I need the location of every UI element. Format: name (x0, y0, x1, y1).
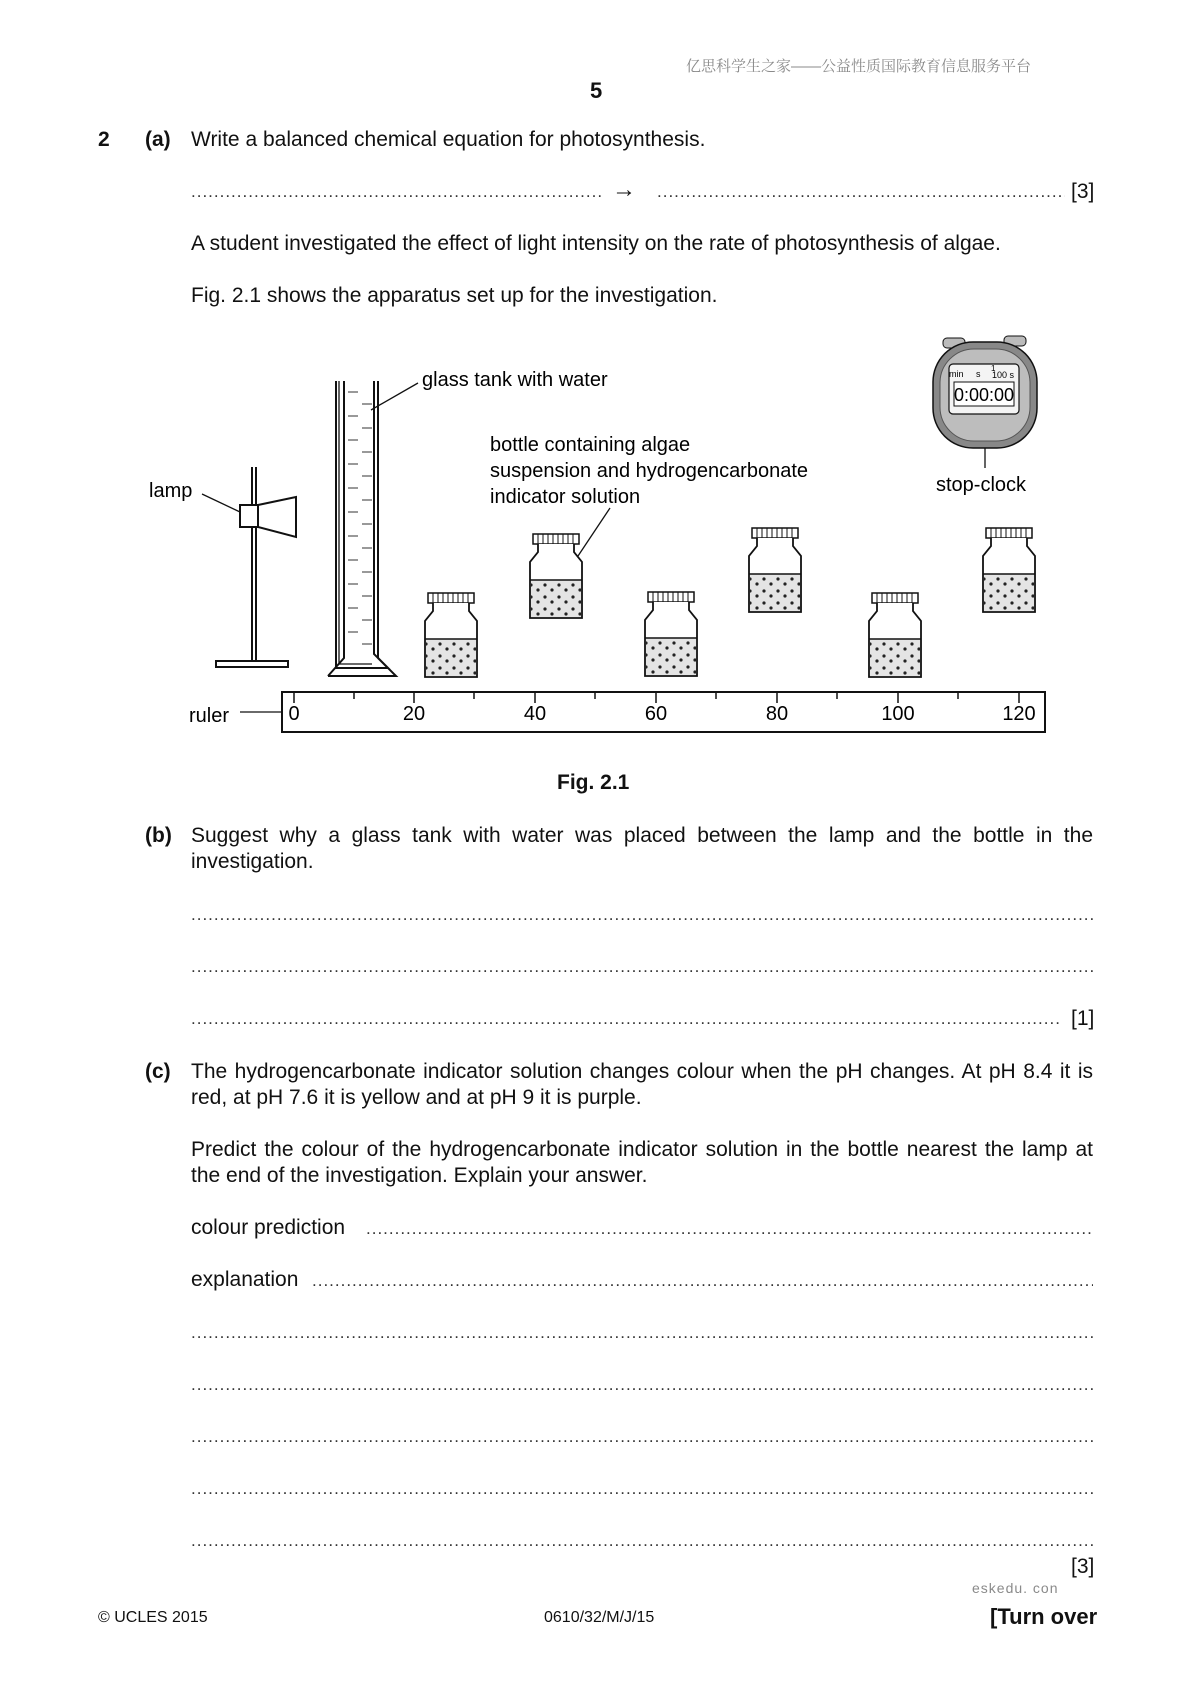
bottle-6 (983, 528, 1035, 612)
part-a-label: (a) (145, 128, 171, 151)
colour-prediction-label: colour prediction (191, 1216, 346, 1239)
label-ruler: ruler (189, 705, 230, 727)
apparatus-figure (0, 0, 1191, 800)
bottle-4 (749, 528, 801, 612)
clock-one-label: 1 (991, 364, 996, 373)
part-c-label: (c) (145, 1060, 171, 1083)
label-lamp: lamp (149, 480, 193, 502)
clock-s-label: s (976, 369, 981, 379)
answer-line-c-1[interactable] (191, 1323, 1093, 1343)
figure-caption: Fig. 2.1 (557, 771, 630, 794)
intro-text-1: A student investigated the effect of light intensity on the rate of photosynthesis of algae. (191, 232, 1001, 255)
bottle-5 (869, 593, 921, 677)
answer-line-b-3[interactable] (191, 1009, 1061, 1029)
glass-tank (328, 381, 418, 676)
page-number: 5 (590, 78, 603, 103)
question-number: 2 (98, 128, 110, 151)
bottle-1 (425, 593, 477, 677)
answer-line-c-2[interactable] (191, 1375, 1093, 1395)
explanation-label: explanation (191, 1268, 299, 1291)
part-b-label: (b) (145, 824, 172, 847)
watermark-bottom: eskedu. con (972, 1580, 1059, 1596)
clock-min-label: min (949, 369, 964, 379)
explanation-input[interactable] (312, 1271, 1093, 1291)
paper-code: 0610/32/M/J/15 (544, 1609, 655, 1626)
turn-over: [Turn over (990, 1604, 1098, 1629)
answer-line-c-4[interactable] (191, 1479, 1093, 1499)
part-c-predict: Predict the colour of the hydrogencarbonate indicator solution in the bottle nearest the lamp at the end of the investigation. Explain your answer. (191, 1138, 1093, 1187)
answer-line-b-2[interactable] (191, 957, 1093, 977)
ruler (240, 692, 1045, 732)
clock-hundredths-label: 100 s (992, 370, 1015, 380)
bottle-3 (645, 592, 697, 676)
equation-arrow: → (612, 176, 636, 203)
ruler-tick-0: 0 (288, 703, 300, 725)
intro-text-2: Fig. 2.1 shows the apparatus set up for the investigation. (191, 284, 718, 307)
answer-line-b-1[interactable] (191, 905, 1093, 925)
ruler-tick-120: 120 (1002, 703, 1036, 725)
part-b-text: Suggest why a glass tank with water was placed between the lamp and the bottle in the investigation. (191, 824, 1093, 873)
part-c-text: The hydrogencarbonate indicator solution changes colour when the pH changes. At pH 8.4 it is red, at pH 7.6 it is yellow and at pH 9 it is purple. (191, 1060, 1093, 1109)
answer-line-c-5[interactable] (191, 1531, 1093, 1551)
ruler-tick-80: 80 (765, 703, 789, 725)
label-bottle-line-2: suspension and hydrogencarbonate (490, 460, 809, 482)
colour-prediction-input[interactable] (366, 1219, 1093, 1239)
label-bottle-line-1: bottle containing algae (490, 434, 691, 456)
ruler-tick-60: 60 (644, 703, 668, 725)
part-a-marks: [3] (1071, 180, 1095, 203)
ruler-tick-40: 40 (523, 703, 547, 725)
watermark-top: 亿思科学生之家——公益性质国际教育信息服务平台 (686, 58, 1032, 75)
part-c-marks: [3] (1071, 1555, 1095, 1578)
clock-display: 0:00:00 (953, 385, 1015, 405)
ruler-tick-100: 100 (881, 703, 915, 725)
bottle-2 (530, 534, 582, 618)
part-a-text: Write a balanced chemical equation for photosynthesis. (191, 128, 706, 151)
label-bottle-line-3: indicator solution (490, 486, 641, 508)
answer-line-c-3[interactable] (191, 1427, 1093, 1447)
label-glass-tank: glass tank with water (422, 369, 608, 391)
ruler-tick-20: 20 (402, 703, 426, 725)
lamp-stand (202, 467, 296, 667)
copyright: © UCLES 2015 (98, 1609, 208, 1626)
label-stop-clock: stop-clock (936, 474, 1027, 496)
part-b-marks: [1] (1071, 1007, 1095, 1030)
